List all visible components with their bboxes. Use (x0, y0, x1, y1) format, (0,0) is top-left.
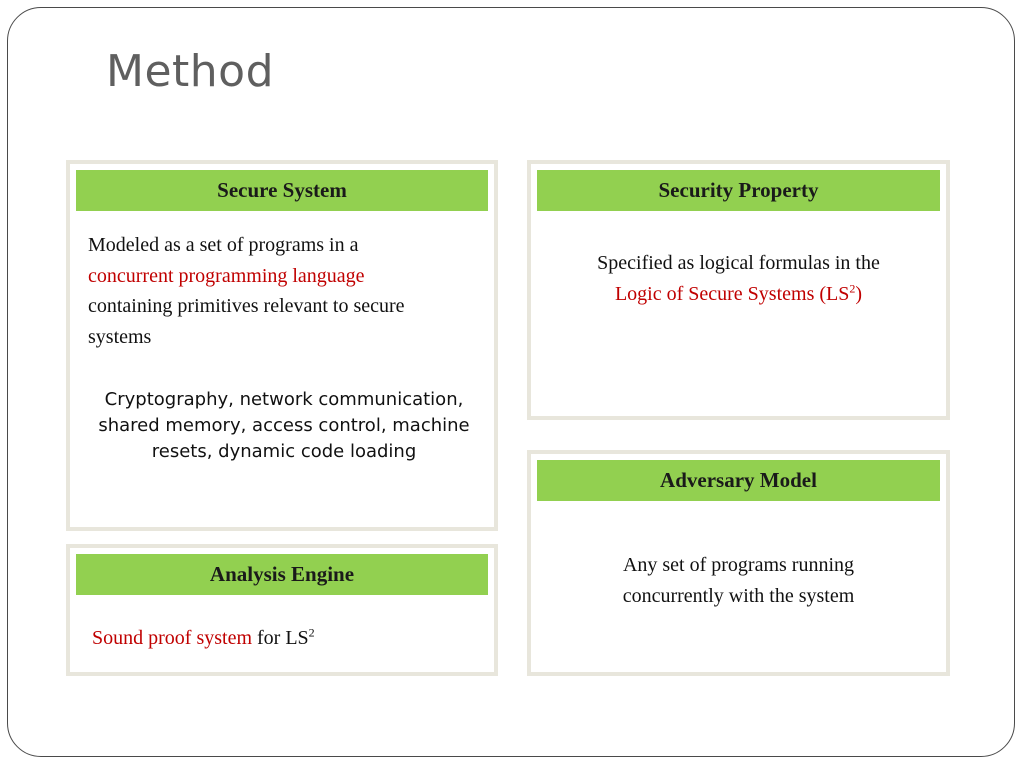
secure-system-header: Secure System (76, 170, 488, 211)
analysis-engine-superscript: 2 (308, 625, 315, 640)
security-property-line-1: Specified as logical formulas in the (597, 252, 880, 274)
secure-system-highlight: concurrent programming language (88, 264, 365, 287)
analysis-engine-header: Analysis Engine (76, 554, 488, 595)
security-property-highlight-line (531, 279, 946, 310)
analysis-engine-box (66, 544, 498, 676)
security-property-highlight: Logic of Secure Systems (LS (614, 282, 850, 305)
secure-system-line-3: containing primitives relevant to secure (88, 295, 405, 317)
adversary-model-description (531, 550, 946, 611)
secure-system-line-1: Modeled as a set of programs in a (88, 234, 359, 256)
security-property-box (527, 160, 950, 420)
page-title: Method (106, 46, 275, 97)
security-property-superscript: 2 (849, 280, 856, 295)
analysis-engine-highlight: Sound proof system (92, 627, 252, 649)
secure-system-primitives-note: Cryptography, network communication, shared memory, access control, machine resets, dynamic code loading (98, 389, 470, 462)
adversary-model-header: Adversary Model (537, 460, 940, 501)
secure-system-box (66, 160, 498, 531)
analysis-engine-description (92, 623, 482, 654)
security-property-closing: ) (855, 282, 863, 305)
analysis-engine-text: for LS (252, 627, 309, 649)
security-property-description (531, 248, 946, 309)
adversary-model-box (527, 450, 950, 676)
adversary-model-line-1: Any set of programs running (622, 554, 855, 576)
security-property-header: Security Property (537, 170, 940, 211)
adversary-model-line-2: concurrently with the system (622, 584, 855, 607)
secure-system-description (88, 230, 478, 352)
secure-system-line-4: systems (88, 325, 152, 348)
